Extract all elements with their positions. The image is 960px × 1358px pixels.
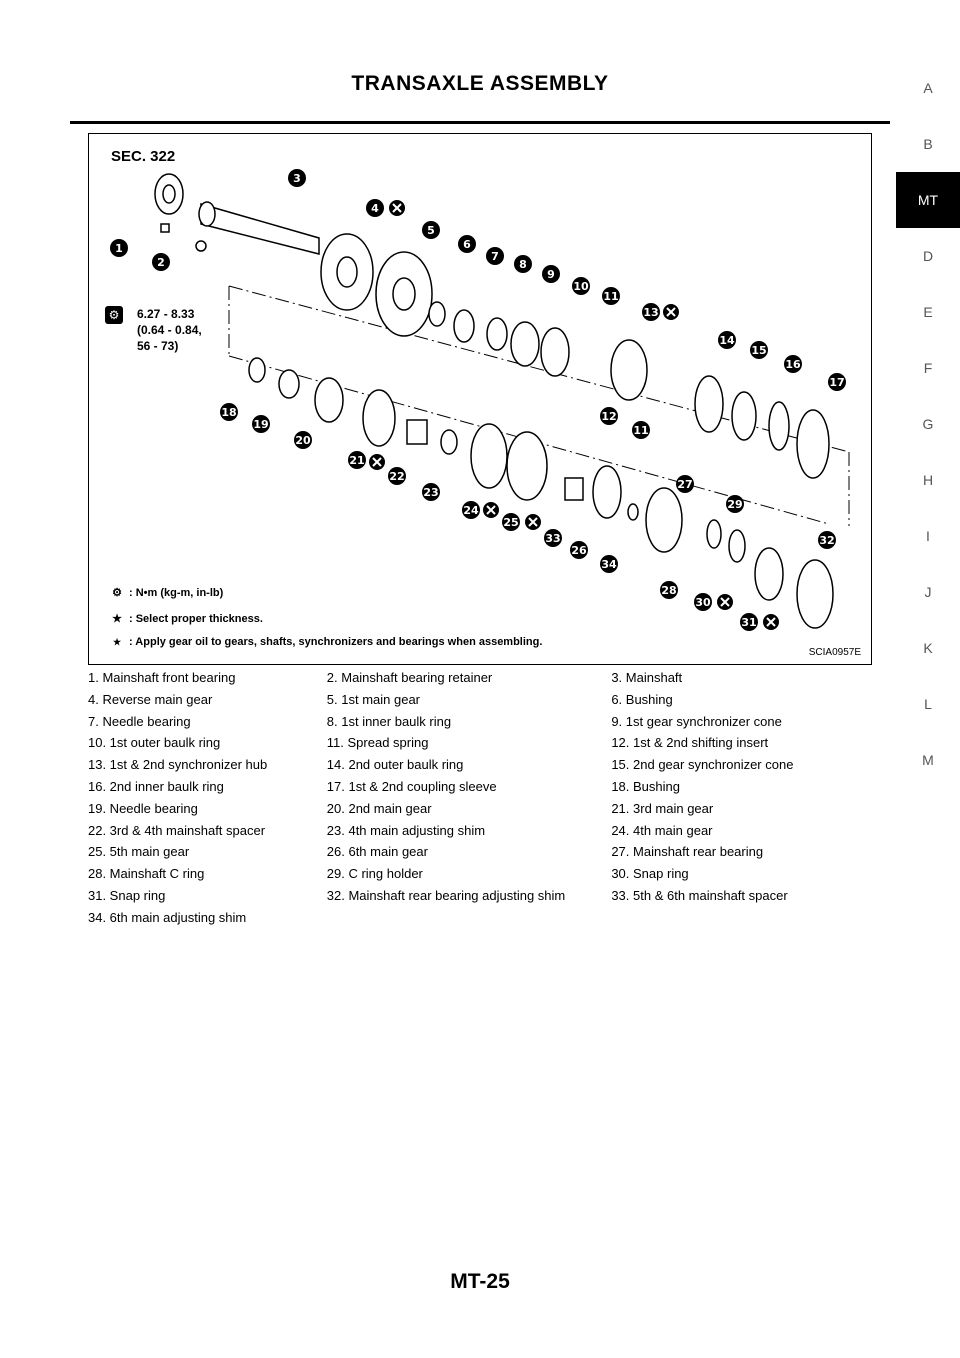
star-icon: ★ [112,613,122,625]
legend-torque: ⚙ : N•m (kg-m, in-lb) [105,586,223,599]
svg-text:3: 3 [293,172,301,185]
part-entry: 4. Reverse main gear [88,691,213,707]
section-number: SEC. 322 [111,148,176,165]
parts-row [88,692,870,714]
part-entry: 13. 1st & 2nd synchronizer hub [88,757,268,773]
parts-list [88,670,870,932]
svg-text:20: 20 [295,434,311,447]
sidebar-tab-i[interactable]: I [926,528,930,544]
svg-text:1: 1 [115,242,123,255]
part-entry: 12. 1st & 2nd shifting insert [611,735,769,751]
parts-row [88,735,870,757]
svg-text:28: 28 [661,584,677,597]
svg-text:13: 13 [643,306,659,319]
parts-row [88,757,870,779]
svg-text:29: 29 [727,498,743,511]
parts-row [88,844,870,866]
part-entry: 17. 1st & 2nd coupling sleeve [326,778,497,794]
svg-text:12: 12 [601,410,617,423]
part-entry: 10. 1st outer baulk ring [88,735,221,751]
svg-text:32: 32 [819,534,835,547]
torque-wrench-icon: ⚙ [105,306,123,324]
svg-text:8: 8 [519,258,527,271]
legend-gear-oil: ★ : Apply gear oil to gears, shafts, synchronizers and bearings when assembling. [105,636,542,648]
parts-row [88,670,870,692]
svg-text:23: 23 [423,486,439,499]
parts-row [88,910,870,932]
sidebar-tab-b[interactable]: B [923,136,933,152]
sidebar-tab-l[interactable]: L [924,696,932,712]
svg-text:10: 10 [573,280,589,293]
sidebar-tab-f[interactable]: F [923,360,933,376]
sidebar-tab-g[interactable]: G [922,416,934,432]
parts-row [88,888,870,910]
svg-text:16: 16 [785,358,801,371]
figure-code: SCIA0957E [808,647,861,658]
svg-text:11: 11 [633,424,649,437]
part-entry: 9. 1st gear synchronizer cone [611,713,782,729]
part-entry: 5. 1st main gear [326,691,420,707]
svg-text:15: 15 [751,344,767,357]
part-entry: 21. 3rd main gear [611,800,714,816]
page-title: TRANSAXLE ASSEMBLY [351,72,609,95]
part-entry: 31. Snap ring [88,887,166,903]
torque-wrench-icon: ⚙ [112,587,122,599]
svg-text:4: 4 [371,202,379,215]
svg-text:9: 9 [547,268,555,281]
part-entry: 24. 4th main gear [611,822,713,838]
svg-text:14: 14 [719,334,735,347]
part-entry: 2. Mainshaft bearing retainer [326,670,493,685]
part-entry: 18. Bushing [611,778,680,794]
section-index-sidebar [896,60,960,788]
svg-text:31: 31 [741,616,757,629]
part-entry [327,910,612,932]
svg-text:26: 26 [571,544,587,557]
parts-row [88,801,870,823]
svg-text:6: 6 [463,238,471,251]
part-entry: 32. Mainshaft rear bearing adjusting shim [326,887,566,903]
parts-row [88,823,870,845]
parts-row [88,714,870,736]
part-entry: 20. 2nd main gear [326,800,432,816]
part-entry: 30. Snap ring [611,866,689,882]
part-entry: 33. 5th & 6th mainshaft spacer [611,887,788,903]
part-entry: 34. 6th main adjusting shim [88,909,247,925]
parts-row [88,779,870,801]
svg-text:30: 30 [695,596,711,609]
part-entry: 3. Mainshaft [611,670,683,685]
sidebar-tab-m[interactable]: M [922,752,934,768]
svg-text:17: 17 [829,376,845,389]
sidebar-tab-mt[interactable]: MT [896,172,960,228]
part-entry: 28. Mainshaft C ring [88,866,205,882]
svg-text:21: 21 [349,454,365,467]
part-entry: 25. 5th main gear [88,844,190,860]
small-star-icon: ★ [112,637,122,647]
exploded-diagram [88,133,872,665]
header-rule [70,121,890,124]
sidebar-tab-d[interactable]: D [922,248,934,264]
svg-text:2: 2 [157,256,165,269]
part-entry: 16. 2nd inner baulk ring [88,778,224,794]
svg-text:18: 18 [221,406,237,419]
part-entry: 15. 2nd gear synchronizer cone [611,757,794,773]
part-entry: 1. Mainshaft front bearing [88,670,236,685]
part-entry: 7. Needle bearing [88,713,191,729]
part-entry: 23. 4th main adjusting shim [326,822,486,838]
part-entry: 6. Bushing [611,691,673,707]
sidebar-tab-k[interactable]: K [923,640,933,656]
sidebar-tab-j[interactable]: J [924,584,932,600]
svg-text:25: 25 [503,516,519,529]
part-entry: 14. 2nd outer baulk ring [326,757,464,773]
part-entry: 8. 1st inner baulk ring [326,713,452,729]
svg-text:5: 5 [427,224,435,237]
svg-text:19: 19 [253,418,269,431]
diagram-drawing [89,134,871,664]
svg-text:22: 22 [389,470,405,483]
parts-row [88,866,870,888]
sidebar-tab-h[interactable]: H [922,472,934,488]
svg-text:34: 34 [601,558,617,571]
svg-text:11: 11 [603,290,619,303]
legend-select-thickness: ★ : Select proper thickness. [105,612,263,625]
part-entry: 26. 6th main gear [326,844,428,860]
svg-text:33: 33 [545,532,561,545]
part-entry: 11. Spread spring [326,735,429,751]
page-number: MT-25 [450,1270,510,1293]
svg-text:27: 27 [677,478,693,491]
part-entry: 29. C ring holder [326,866,423,882]
torque-spec: 6.27 - 8.33 (0.64 - 0.84, 56 - 73) [137,307,202,353]
part-entry: 19. Needle bearing [88,800,198,816]
sidebar-tab-a[interactable]: A [923,80,933,96]
part-entry: 27. Mainshaft rear bearing [611,844,764,860]
part-entry: 22. 3rd & 4th mainshaft spacer [88,822,266,838]
svg-text:7: 7 [491,250,499,263]
svg-text:24: 24 [463,504,479,517]
part-entry [611,910,870,932]
sidebar-tab-e[interactable]: E [923,304,933,320]
